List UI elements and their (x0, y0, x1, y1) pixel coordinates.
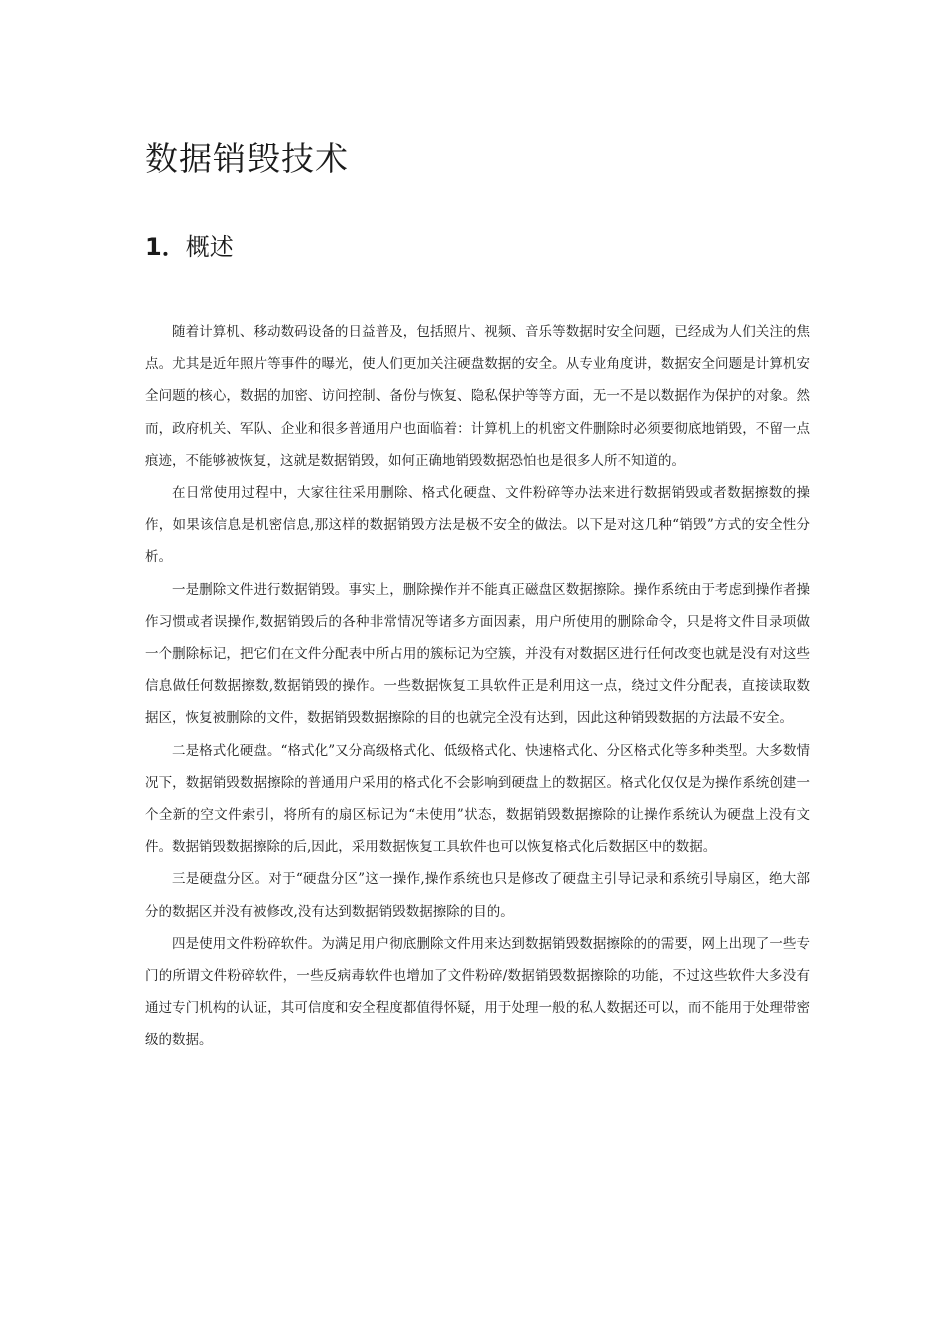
section-heading (145, 227, 234, 262)
paragraph-disk-partition: 三是硬盘分区。对于“硬盘分区”这一操作,操作系统也只是修改了硬盘主引导记录和系统引导扇区，绝大部分的数据区并没有被修改,没有达到数据销毁数据擦除的目的。 (145, 871, 810, 920)
paragraph-common-methods: 在日常使用过程中，大家往往采用删除、格式化硬盘、文件粉碎等办法来进行数据销毁或者数据擦数的操作，如果该信息是机密信息,那这样的数据销毁方法是极不安全的做法。以下是对这几种“销毁”方式的安全性分析。 (145, 485, 810, 566)
paragraph-delete-files: 一是删除文件进行数据销毁。事实上，删除操作并不能真正磁盘区数据擦除。操作系统由于考虑到操作者操作习惯或者误操作,数据销毁后的各种非常情况等诸多方面因素，用户所使用的删除命令，只是将文件目录项做一个删除标记，把它们在文件分配表中所占用的簇标记为空簇，并没有对数据区进行任何改变也就是没有对这些信息做任何数据擦数,数据销毁的操作。一些数据恢复工具软件正是利用这一点，绕过文件分配表，直接读取数据区，恢复被删除的文件，数据销毁数据擦除的目的也就完全没有达到，因此这种销毁数据的方法最不安全。 (145, 581, 810, 727)
body-text (145, 316, 810, 1057)
section-number: 1． (145, 233, 186, 261)
section-heading-text: 概述 (185, 233, 234, 261)
paragraph-file-shredder: 四是使用文件粉碎软件。为满足用户彻底删除文件用来达到数据销毁数据擦除的的需要，网上出现了一些专门的所谓文件粉碎软件，一些反病毒软件也增加了文件粉碎/数据销毁数据擦除的功能，不过这些软件大多没有通过专门机构的认证，其可信度和安全程度都值得怀疑，用于处理一般的私人数据还可以，而不能用于处理带密级的数据。 (145, 935, 810, 1049)
document-title: 数据销毁技术 (145, 139, 349, 178)
paragraph-format-disk: 二是格式化硬盘。“格式化”又分高级格式化、低级格式化、快速格式化、分区格式化等多种类型。大多数情况下，数据销毁数据擦除的普通用户采用的格式化不会影响到硬盘上的数据区。格式化仅仅是为操作系统创建一个全新的空文件索引，将所有的扇区标记为“未使用”状态，数据销毁数据擦除的让操作系统认为硬盘上没有文件。数据销毁数据擦除的后,因此，采用数据恢复工具软件也可以恢复格式化后数据区中的数据。 (145, 742, 810, 856)
paragraph-overview: 随着计算机、移动数码设备的日益普及，包括照片、视频、音乐等数据时安全问题，已经成为人们关注的焦点。尤其是近年照片等事件的曝光，使人们更加关注硬盘数据的安全。从专业角度讲，数据安全问题是计算机安全问题的核心，数据的加密、访问控制、备份与恢复、隐私保护等等方面，无一不是以数据作为保护的对象。然而，政府机关、军队、企业和很多普通用户也面临着：计算机上的机密文件删除时必须要彻底地销毁，不留一点痕迹，不能够被恢复，这就是数据销毁，如何正确地销毁数据恐怕也是很多人所不知道的。 (145, 324, 810, 469)
